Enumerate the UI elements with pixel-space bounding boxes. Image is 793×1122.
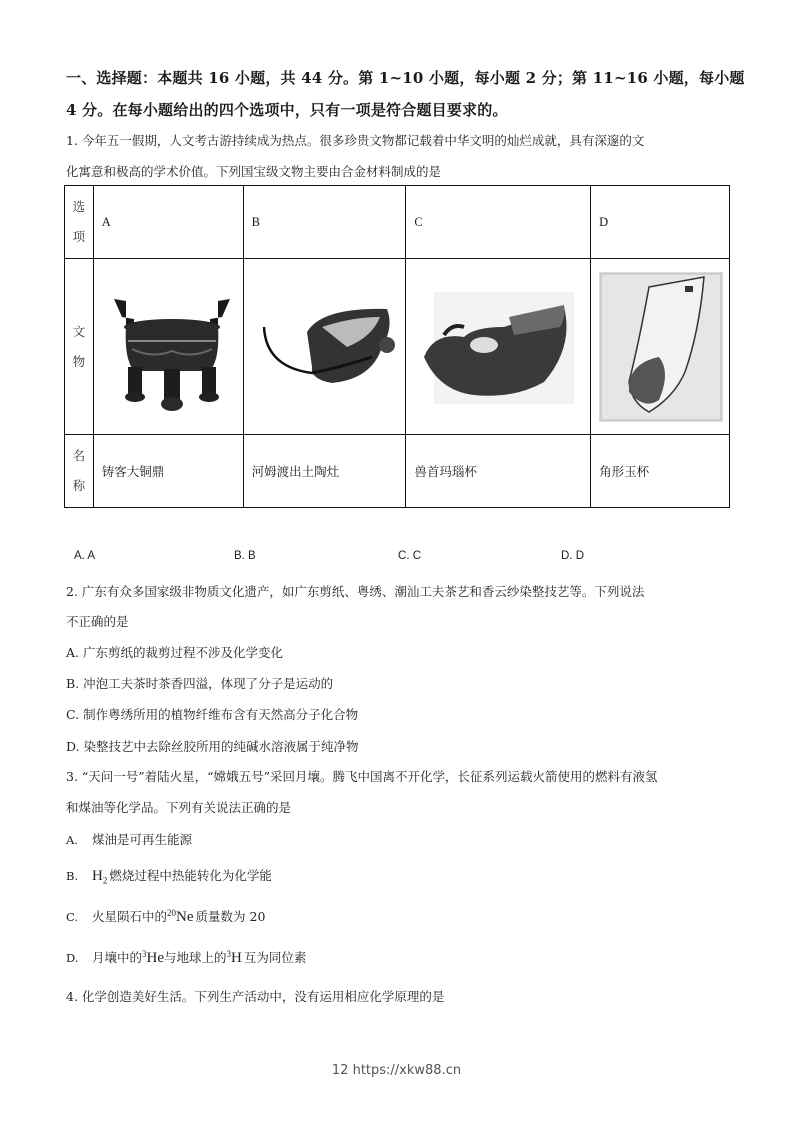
agate-cup-image [406, 259, 591, 435]
bronze-ding-icon [102, 279, 237, 414]
superscript: 3 [226, 948, 232, 959]
row-header-char: 名 [72, 448, 86, 463]
row-header-char: 物 [72, 353, 86, 369]
jade-horn-cup-image [591, 259, 730, 435]
row-header-char: 称 [72, 478, 86, 493]
option-label: A. [66, 833, 78, 847]
row-header-options [65, 186, 94, 259]
q1-stem-line1: 1. 今年五一假期，人文考古游持续成为热点。很多珍贵文物都记载着中华文明的灿烂成就，具有深邃的文 [66, 133, 645, 148]
option-text-mid: 与地球上的 [164, 950, 227, 965]
q3-stem-line2: 和煤油等化学品。下列有关说法正确的是 [66, 800, 292, 815]
table-row-names [65, 435, 730, 508]
pottery-stove-icon [252, 287, 397, 407]
option-cell-b: B [243, 186, 406, 259]
q3-stem-line1: 3. “天问一号”着陆火星，“嫦娥五号”采回月壤。腾飞中国离不开化学，长征系列运载火箭使用的燃料有液氢 [66, 769, 658, 784]
option-label: C. [66, 910, 79, 924]
table-row-options [65, 186, 730, 259]
row-header-char: 项 [72, 229, 86, 244]
q1-answer-c[interactable]: C. C [398, 550, 421, 562]
option-label: B. [66, 869, 79, 883]
option-cell-d: D [591, 186, 730, 259]
chem-formula: H [231, 950, 242, 966]
row-header-names [65, 435, 94, 508]
option-text-pre: 月壤中的 [92, 950, 143, 965]
q4-stem-line1: 4. 化学创造美好生活。下列生产活动中，没有运用相应化学原理的是 [66, 989, 445, 1004]
option-cell-a: A [93, 186, 243, 259]
bronze-ding-image [93, 259, 243, 435]
q3-option-c[interactable] [66, 907, 265, 926]
q1-answer-a[interactable]: A. A [74, 550, 96, 562]
option-text: 燃烧过程中热能转化为化学能 [109, 868, 272, 883]
q2-stem-line1: 2. 广东有众多国家级非物质文化遗产，如广东剪纸、粤绣、潮汕工夫茶艺和香云纱染整技艺等。下列说法 [66, 584, 645, 599]
q2-option-b[interactable]: B. 冲泡工夫茶时茶香四溢，体现了分子是运动的 [66, 676, 334, 691]
artifact-name-d: 角形玉杯 [591, 435, 730, 508]
artifact-name-c: 兽首玛瑙杯 [406, 435, 591, 508]
subscript: 2 [102, 875, 108, 886]
option-text: 煤油是可再生能源 [92, 832, 193, 847]
jade-horn-cup-icon [599, 272, 723, 422]
agate-cup-icon [414, 287, 579, 407]
chem-formula: He [146, 950, 165, 966]
pottery-stove-image [243, 259, 406, 435]
q1-stem-line2: 化寓意和极高的学术价值。下列国宝级文物主要由合金材料制成的是 [66, 164, 442, 179]
superscript: 3 [142, 948, 147, 959]
q3-option-d[interactable] [66, 948, 306, 967]
option-cell-c: C [406, 186, 591, 259]
option-text: 互为同位素 [243, 950, 307, 965]
q3-option-b[interactable] [66, 866, 272, 886]
q2-option-c[interactable]: C. 制作粤绣所用的植物纤维布含有天然高分子化合物 [66, 707, 359, 722]
page-footer: 12 https://xkw88.cn [331, 1063, 462, 1078]
option-label: D. [66, 951, 79, 965]
q1-answer-b[interactable]: B. B [234, 550, 256, 562]
row-header-artifacts [65, 259, 94, 435]
chem-formula: Ne [176, 909, 194, 925]
superscript: 20 [167, 907, 177, 918]
section-heading-line2: 4 分。在每小题给出的四个选项中，只有一项是符合题目要求的。 [66, 101, 508, 119]
section-heading-line1: 一、选择题：本题共 16 小题，共 44 分。第 1~10 小题，每小题 2 分；第 11~16 小题，每小题 [66, 69, 745, 87]
artifact-name-b: 河姆渡出土陶灶 [243, 435, 406, 508]
chem-formula: H [92, 868, 103, 884]
q2-stem-line2: 不正确的是 [66, 614, 129, 629]
table-row-artifacts [65, 259, 730, 435]
artifact-table [64, 185, 730, 508]
q2-option-d[interactable]: D. 染整技艺中去除丝胶所用的纯碱水溶液属于纯净物 [66, 739, 359, 754]
option-text: 质量数为 20 [195, 909, 266, 924]
q2-option-a[interactable]: A. 广东剪纸的裁剪过程不涉及化学变化 [66, 645, 283, 660]
q3-option-a[interactable] [66, 830, 192, 848]
artifact-name-a: 铸客大铜鼎 [93, 435, 243, 508]
row-header-char: 选 [72, 199, 86, 214]
q1-answer-d[interactable]: D. D [561, 550, 584, 562]
row-header-char: 文 [72, 323, 86, 339]
option-text-pre: 火星陨石中的 [92, 909, 168, 924]
